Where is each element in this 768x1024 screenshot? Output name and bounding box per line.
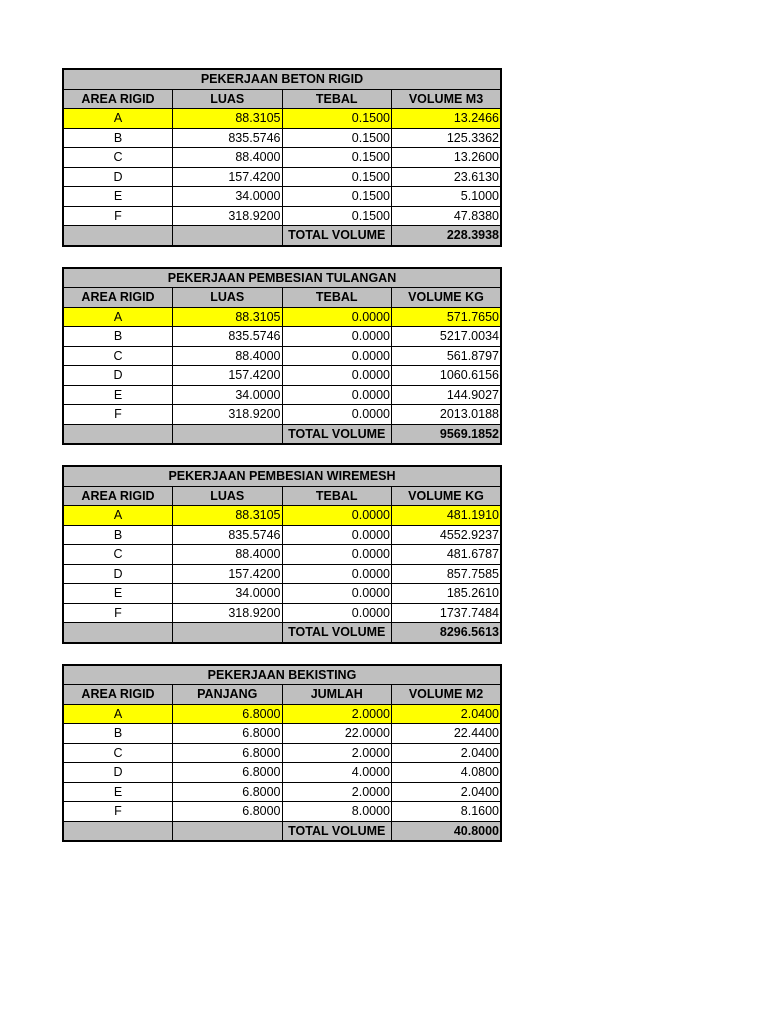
cell-area[interactable]: F — [63, 405, 173, 425]
table-row — [63, 743, 501, 763]
total-value[interactable]: 228.3938 — [392, 226, 502, 246]
cell-area[interactable]: E — [63, 584, 173, 604]
cell-value[interactable]: 22.4400 — [392, 724, 502, 744]
table-row — [63, 724, 501, 744]
header-cell[interactable]: AREA RIGID — [63, 288, 173, 308]
cell-value[interactable]: 0.1500 — [282, 206, 392, 226]
total-row — [63, 623, 501, 643]
cell-value[interactable]: 88.3105 — [173, 307, 283, 327]
table-title[interactable]: PEKERJAAN PEMBESIAN TULANGAN — [63, 268, 501, 288]
cell-value[interactable]: 2.0000 — [282, 743, 392, 763]
header-cell[interactable]: VOLUME M3 — [392, 89, 502, 109]
cell-area[interactable]: A — [63, 109, 173, 129]
cell-value[interactable]: 0.0000 — [282, 545, 392, 565]
cell-value[interactable]: 0.1500 — [282, 187, 392, 207]
table-row — [63, 206, 501, 226]
table-row — [63, 506, 501, 526]
table-title-row — [63, 665, 501, 685]
header-cell[interactable]: LUAS — [173, 89, 283, 109]
empty-cell[interactable] — [63, 821, 173, 841]
cell-area[interactable]: B — [63, 327, 173, 347]
empty-cell[interactable] — [63, 623, 173, 643]
table-row — [63, 525, 501, 545]
cell-area[interactable]: D — [63, 564, 173, 584]
header-row — [63, 685, 501, 705]
cell-value[interactable]: 88.3105 — [173, 506, 283, 526]
cell-value[interactable]: 0.0000 — [282, 346, 392, 366]
cell-area[interactable]: F — [63, 603, 173, 623]
table-row — [63, 763, 501, 783]
cell-value[interactable]: 185.2610 — [392, 584, 502, 604]
cell-value[interactable]: 5217.0034 — [392, 327, 502, 347]
table-row — [63, 327, 501, 347]
cell-value[interactable]: 144.9027 — [392, 385, 502, 405]
cell-value[interactable]: 2.0400 — [392, 782, 502, 802]
cell-value[interactable]: 88.4000 — [173, 148, 283, 168]
cell-value[interactable]: 318.9200 — [173, 405, 283, 425]
cell-area[interactable]: F — [63, 802, 173, 822]
cell-value[interactable]: 1060.6156 — [392, 366, 502, 386]
cell-value[interactable]: 2.0000 — [282, 704, 392, 724]
cell-value[interactable]: 571.7650 — [392, 307, 502, 327]
cell-area[interactable]: C — [63, 148, 173, 168]
spreadsheet-sheet — [62, 68, 502, 862]
table-bekisting — [62, 664, 502, 843]
cell-value[interactable]: 13.2600 — [392, 148, 502, 168]
cell-value[interactable]: 318.9200 — [173, 206, 283, 226]
header-cell[interactable]: AREA RIGID — [63, 685, 173, 705]
header-cell[interactable]: JUMLAH — [282, 685, 392, 705]
total-row — [63, 821, 501, 841]
empty-cell[interactable] — [173, 821, 283, 841]
header-cell[interactable]: PANJANG — [173, 685, 283, 705]
total-value[interactable]: 8296.5613 — [392, 623, 502, 643]
cell-value[interactable]: 561.8797 — [392, 346, 502, 366]
table-row — [63, 545, 501, 565]
table-row — [63, 405, 501, 425]
cell-value[interactable]: 6.8000 — [173, 704, 283, 724]
table-row — [63, 385, 501, 405]
cell-value[interactable]: 857.7585 — [392, 564, 502, 584]
total-label[interactable]: TOTAL VOLUME — [282, 226, 392, 246]
total-label[interactable]: TOTAL VOLUME — [282, 623, 392, 643]
cell-area[interactable]: A — [63, 506, 173, 526]
cell-value[interactable]: 8.0000 — [282, 802, 392, 822]
cell-value[interactable]: 13.2466 — [392, 109, 502, 129]
cell-value[interactable]: 0.0000 — [282, 366, 392, 386]
cell-value[interactable]: 4.0800 — [392, 763, 502, 783]
cell-value[interactable]: 157.4200 — [173, 564, 283, 584]
cell-value[interactable]: 23.6130 — [392, 167, 502, 187]
table-pembesian-wiremesh — [62, 465, 502, 644]
table-title[interactable]: PEKERJAAN BEKISTING — [63, 665, 501, 685]
cell-value[interactable]: 2.0400 — [392, 704, 502, 724]
total-row — [63, 424, 501, 444]
table-beton-rigid — [62, 68, 502, 247]
table-row — [63, 802, 501, 822]
cell-value[interactable]: 2013.0188 — [392, 405, 502, 425]
cell-value[interactable]: 481.1910 — [392, 506, 502, 526]
table-title-row — [63, 466, 501, 486]
cell-area[interactable]: A — [63, 704, 173, 724]
cell-value[interactable]: 34.0000 — [173, 385, 283, 405]
cell-value[interactable]: 0.1500 — [282, 167, 392, 187]
cell-value[interactable]: 0.0000 — [282, 584, 392, 604]
table-row — [63, 346, 501, 366]
cell-value[interactable]: 5.1000 — [392, 187, 502, 207]
cell-area[interactable]: B — [63, 525, 173, 545]
header-row — [63, 89, 501, 109]
table-row — [63, 307, 501, 327]
cell-value[interactable]: 0.0000 — [282, 307, 392, 327]
cell-value[interactable]: 88.3105 — [173, 109, 283, 129]
cell-value[interactable]: 6.8000 — [173, 743, 283, 763]
cell-area[interactable]: A — [63, 307, 173, 327]
table-row — [63, 704, 501, 724]
empty-cell[interactable] — [173, 623, 283, 643]
header-row — [63, 288, 501, 308]
cell-value[interactable]: 0.1500 — [282, 128, 392, 148]
header-cell[interactable]: TEBAL — [282, 288, 392, 308]
header-cell[interactable]: LUAS — [173, 486, 283, 506]
cell-area[interactable]: E — [63, 782, 173, 802]
table-row — [63, 564, 501, 584]
cell-value[interactable]: 2.0000 — [282, 782, 392, 802]
cell-area[interactable]: D — [63, 763, 173, 783]
cell-value[interactable]: 22.0000 — [282, 724, 392, 744]
empty-cell[interactable] — [173, 226, 283, 246]
table-row — [63, 128, 501, 148]
cell-area[interactable]: B — [63, 724, 173, 744]
cell-area[interactable]: C — [63, 545, 173, 565]
table-row — [63, 603, 501, 623]
table-title[interactable]: PEKERJAAN PEMBESIAN WIREMESH — [63, 466, 501, 486]
cell-value[interactable]: 0.1500 — [282, 109, 392, 129]
cell-value[interactable]: 481.6787 — [392, 545, 502, 565]
table-row — [63, 584, 501, 604]
cell-value[interactable]: 835.5746 — [173, 525, 283, 545]
cell-area[interactable]: E — [63, 187, 173, 207]
cell-value[interactable]: 318.9200 — [173, 603, 283, 623]
cell-value[interactable]: 34.0000 — [173, 187, 283, 207]
cell-area[interactable]: C — [63, 743, 173, 763]
cell-area[interactable]: D — [63, 366, 173, 386]
cell-area[interactable]: B — [63, 128, 173, 148]
cell-value[interactable]: 835.5746 — [173, 128, 283, 148]
cell-value[interactable]: 4.0000 — [282, 763, 392, 783]
cell-value[interactable]: 0.0000 — [282, 405, 392, 425]
cell-value[interactable]: 6.8000 — [173, 802, 283, 822]
cell-value[interactable]: 0.0000 — [282, 327, 392, 347]
cell-value[interactable]: 6.8000 — [173, 782, 283, 802]
cell-value[interactable]: 157.4200 — [173, 167, 283, 187]
table-row — [63, 187, 501, 207]
empty-cell[interactable] — [173, 424, 283, 444]
cell-value[interactable]: 0.0000 — [282, 506, 392, 526]
table-row — [63, 366, 501, 386]
table-row — [63, 148, 501, 168]
header-cell[interactable]: VOLUME KG — [392, 288, 502, 308]
cell-value[interactable]: 0.0000 — [282, 525, 392, 545]
cell-value[interactable]: 0.0000 — [282, 385, 392, 405]
cell-value[interactable]: 0.0000 — [282, 603, 392, 623]
header-cell[interactable]: VOLUME KG — [392, 486, 502, 506]
cell-value[interactable]: 6.8000 — [173, 724, 283, 744]
total-value[interactable]: 40.8000 — [392, 821, 502, 841]
header-cell[interactable]: TEBAL — [282, 89, 392, 109]
total-row — [63, 226, 501, 246]
cell-value[interactable]: 2.0400 — [392, 743, 502, 763]
header-cell[interactable]: AREA RIGID — [63, 89, 173, 109]
cell-value[interactable]: 88.4000 — [173, 545, 283, 565]
header-cell[interactable]: AREA RIGID — [63, 486, 173, 506]
cell-value[interactable]: 0.0000 — [282, 564, 392, 584]
cell-value[interactable]: 34.0000 — [173, 584, 283, 604]
total-value[interactable]: 9569.1852 — [392, 424, 502, 444]
cell-area[interactable]: D — [63, 167, 173, 187]
cell-value[interactable]: 6.8000 — [173, 763, 283, 783]
table-title-row — [63, 268, 501, 288]
table-title[interactable]: PEKERJAAN BETON RIGID — [63, 69, 501, 89]
cell-value[interactable]: 88.4000 — [173, 346, 283, 366]
total-label[interactable]: TOTAL VOLUME — [282, 424, 392, 444]
cell-value[interactable]: 47.8380 — [392, 206, 502, 226]
header-cell[interactable]: TEBAL — [282, 486, 392, 506]
header-cell[interactable]: VOLUME M2 — [392, 685, 502, 705]
empty-cell[interactable] — [63, 226, 173, 246]
table-row — [63, 782, 501, 802]
cell-area[interactable]: F — [63, 206, 173, 226]
cell-value[interactable]: 835.5746 — [173, 327, 283, 347]
cell-value[interactable]: 4552.9237 — [392, 525, 502, 545]
cell-value[interactable]: 8.1600 — [392, 802, 502, 822]
table-row — [63, 167, 501, 187]
table-row — [63, 109, 501, 129]
cell-area[interactable]: E — [63, 385, 173, 405]
header-cell[interactable]: LUAS — [173, 288, 283, 308]
table-pembesian-tulangan — [62, 267, 502, 446]
header-row — [63, 486, 501, 506]
total-label[interactable]: TOTAL VOLUME — [282, 821, 392, 841]
empty-cell[interactable] — [63, 424, 173, 444]
cell-value[interactable]: 0.1500 — [282, 148, 392, 168]
cell-value[interactable]: 157.4200 — [173, 366, 283, 386]
cell-value[interactable]: 1737.7484 — [392, 603, 502, 623]
cell-area[interactable]: C — [63, 346, 173, 366]
cell-value[interactable]: 125.3362 — [392, 128, 502, 148]
table-title-row — [63, 69, 501, 89]
